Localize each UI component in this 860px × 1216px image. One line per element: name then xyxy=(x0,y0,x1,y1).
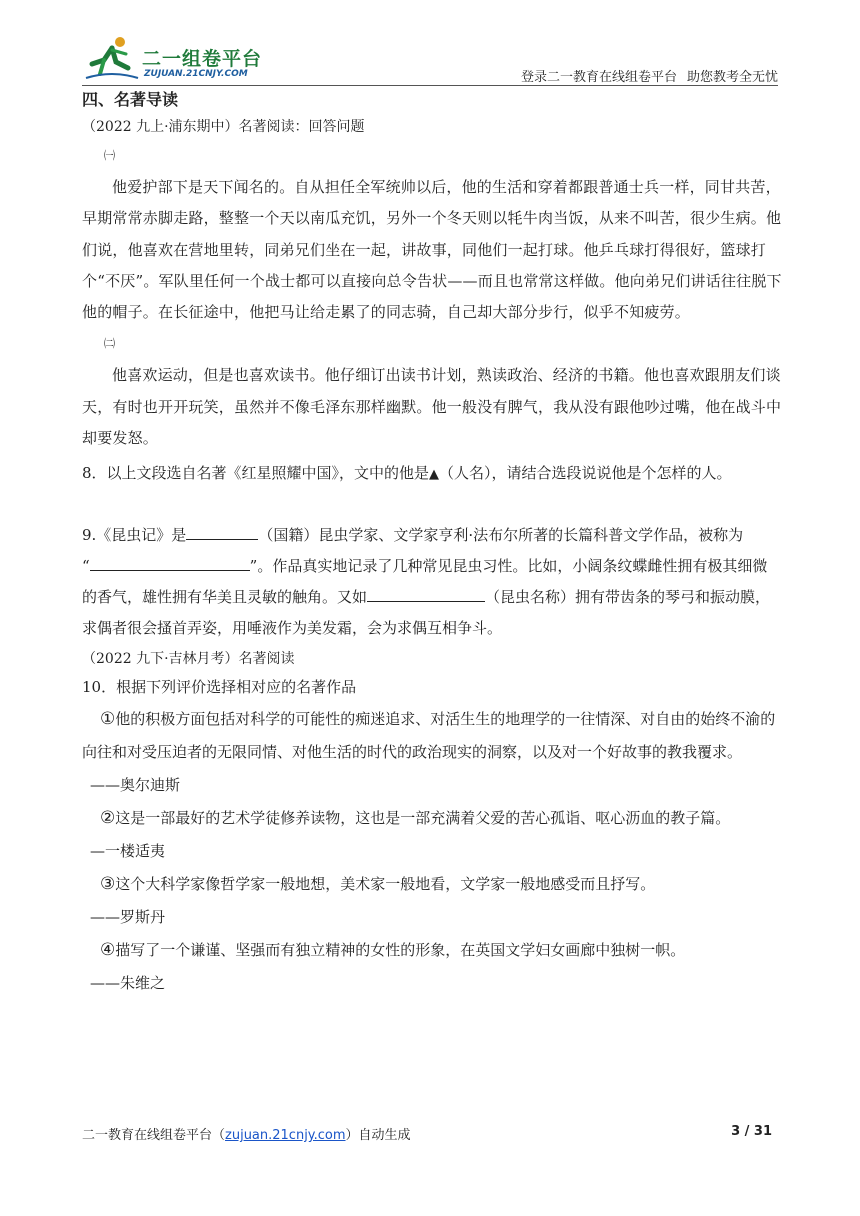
question-source-1: （2022 九上·浦东期中）名著阅读：回答问题 xyxy=(82,119,365,135)
logo-url: ZUJUAN.21CNJY.COM xyxy=(144,69,248,79)
evaluation-item-1 xyxy=(82,703,782,769)
question-9 xyxy=(82,520,782,644)
footer-text-before: 二一教育在线组卷平台（ xyxy=(82,1128,226,1143)
question-8 xyxy=(82,458,782,520)
evaluation-item-2 xyxy=(82,802,782,835)
part-marker-1: ㈠ xyxy=(104,149,115,162)
q9-part-1: 9.《昆虫记》是 xyxy=(82,526,187,545)
question-10-stem: 10．根据下列评价选择相对应的名著作品 xyxy=(82,678,357,697)
item-number: ① xyxy=(100,709,116,730)
q9-part-4: ”。作品真实地记录了几种常见昆虫习性。比如，小阔条纹蝶雌性拥有极其细微的香气，雄性拥有华美且灵敏的触角。又如 xyxy=(82,557,768,607)
section-title: 四、名著导读 xyxy=(82,90,179,109)
footer-text-after: ）自动生成 xyxy=(345,1128,411,1143)
item-text: 他的积极方面包括对科学的可能性的痴迷追求、对活生生的地理学的一往情深、对自由的始终不渝的向往和对受压迫者的无限同情、对他生活的时代的政治现实的洞察，以及对一个好故事的教我覆求。 xyxy=(82,710,776,762)
page-header xyxy=(82,32,778,88)
question-source-2: （2022 九下·吉林月考）名著阅读 xyxy=(82,651,295,668)
q8-text-after: （人名），请结合选段说说他是个怎样的人。 xyxy=(439,464,732,483)
page-number: 3 / 31 xyxy=(731,1124,772,1139)
blank-insect-name[interactable] xyxy=(367,585,485,602)
blank-nickname[interactable] xyxy=(90,554,250,571)
page-footer xyxy=(82,1124,778,1143)
passage-paragraph-2: 他喜欢运动，但是也喜欢读书。他仔细订出读书计划，熟读政治、经济的书籍。他也喜欢跟朋友们谈天，有时也开开玩笑，虽然并不像毛泽东那样幽默。他一般没有脾气，我从没有跟他吵过嘴，他在战斗中却要发怒。 xyxy=(82,366,782,448)
evaluation-attribution-3: ——罗斯丹 xyxy=(90,908,166,927)
passage-paragraph-1: 他爱护部下是天下闻名的。自从担任全军统帅以后，他的生活和穿着都跟普通士兵一样，同甘共苦，早期常常赤脚走路，整整一个天以南瓜充饥，另外一个冬天则以牦牛肉当饭，从来不叫苦，很少生病。他们说，他喜欢在营地里转，同弟兄们坐在一起，讲故事，同他们一起打球。他乒乓球打得很好，篮球打个“不厌”。军队里任何一个战士都可以直接向总令告状——而且也常常这样做。他向弟兄们讲话往往脱下他的帽子。在长征途中，他把马让给走累了的同志骑，自己却大部分步行，似乎不知疲劳。 xyxy=(82,178,782,322)
evaluation-item-3 xyxy=(82,868,782,901)
evaluation-item-4 xyxy=(82,934,782,967)
document-body xyxy=(82,86,782,1000)
q9-part-2: （国籍）昆虫学家、文学家亨利·法布尔所著的长篇科普文学作品，被称为 xyxy=(258,526,744,545)
q8-text-before: 8．以上文段选自名著《红星照耀中国》，文中的他是 xyxy=(82,464,430,483)
item-text: 这是一部最好的艺术学徒修养读物，这也是一部充满着父爱的苦心孤诣、呕心沥血的教子篇。 xyxy=(115,809,731,828)
logo-name: 二一组卷平台 xyxy=(142,48,263,70)
item-number: ④ xyxy=(100,940,116,961)
answer-marker: ▲ xyxy=(429,467,440,483)
slogan-login: 登录二一教育在线组卷平台 xyxy=(520,70,677,85)
header-slogan xyxy=(521,66,778,85)
item-text: 描写了一个谦谨、坚强而有独立精神的女性的形象，在英国文学妇女画廊中独树一帜。 xyxy=(115,941,686,960)
blank-nationality[interactable] xyxy=(186,523,258,540)
q9-part-3: “ xyxy=(82,557,90,576)
footer-site-link[interactable]: zujuan.21cnjy.com xyxy=(225,1128,346,1143)
logo xyxy=(82,32,282,84)
slogan-help: 助您教考全无忧 xyxy=(686,70,778,85)
evaluation-list xyxy=(82,703,782,1000)
q9-part-5: （昆虫名称）拥有带齿条的琴弓和振动膜，求偶者很会搔首弄姿，用唾液作为美发霜，会为求偶互相争斗。 xyxy=(82,588,771,638)
runner-logo-icon xyxy=(82,34,142,82)
item-number: ② xyxy=(100,808,116,829)
evaluation-attribution-1: ——奥尔迪斯 xyxy=(90,776,181,795)
evaluation-attribution-2: —一楼适夷 xyxy=(90,842,166,861)
part-marker-2: ㈡ xyxy=(104,337,115,351)
item-number: ③ xyxy=(100,874,116,895)
item-text: 这个大科学家像哲学家一般地想，美术家一般地看，文学家一般地感受而且抒写。 xyxy=(115,875,656,894)
evaluation-attribution-4: ——朱维之 xyxy=(90,974,166,993)
